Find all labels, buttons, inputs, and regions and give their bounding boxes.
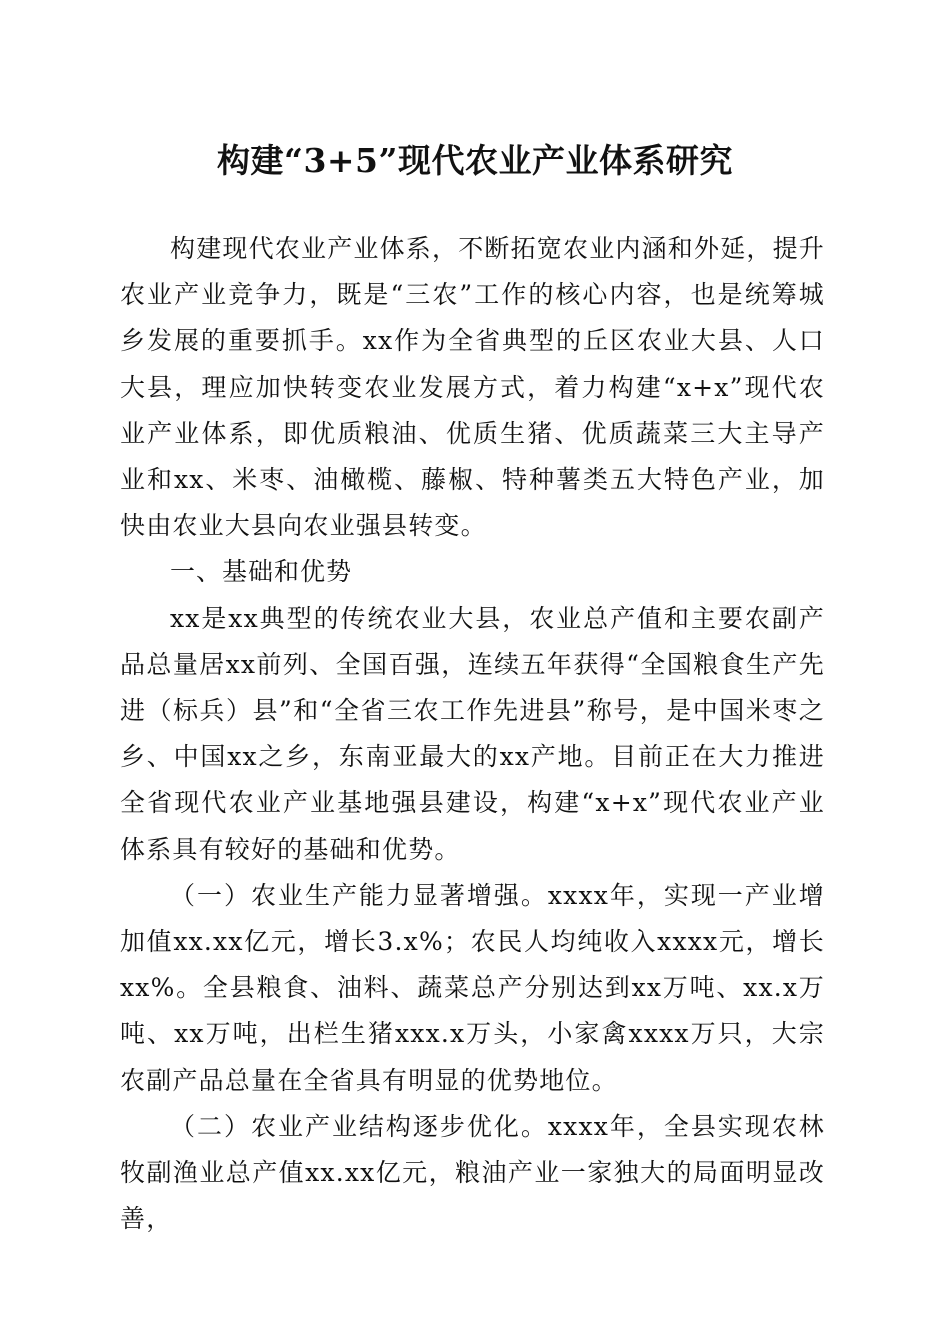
section-paragraph: xx是xx典型的传统农业大县，农业总产值和主要农副产品总量居xx前列、全国百强，连续五年获得“全国粮食生产先进（标兵）县”和“全省三农工作先进县”称号，是中国米枣之乡、中国xx之乡，东南亚最大的xx产地。目前正在大力推进全省现代农业产业基地强县建设，构建“x+x”现代农业产业体系具有较好的基础和优势。 (120, 603, 825, 864)
subsection-paragraph-2 (120, 1104, 825, 1243)
document-body (120, 226, 825, 1242)
section-heading: 一、基础和优势 (170, 557, 353, 587)
subsection-text-2: xxxx年，全县实现农林牧副渔业总产值xx.xx亿元，粮油产业一家独大的局面明显改善， (120, 1111, 825, 1234)
subsection-lead-2: （二）农业产业结构逐步优化。 (170, 1111, 548, 1141)
document-title: 构建“3+5”现代农业产业体系研究 (216, 141, 734, 180)
subsection-text-1: xxxx年，实现一产业增加值xx.xx亿元，增长3.x%；农民人均纯收入xxxx元，增长xx%。全县粮食、油料、蔬菜总产分别达到xx万吨、xx.x万吨、xx万吨，出栏生猪xxx.x万头，小家禽xxxx万只，大宗农副产品总量在全省具有明显的优势地位。 (120, 880, 825, 1095)
subsection-paragraph-1 (120, 873, 825, 1104)
subsection-lead-1: （一）农业生产能力显著增强。 (170, 880, 548, 910)
intro-paragraph: 构建现代农业产业体系，不断拓宽农业内涵和外延，提升农业产业竞争力，既是“三农”工作的核心内容，也是统筹城乡发展的重要抓手。xx作为全省典型的丘区农业大县、人口大县，理应加快转变农业发展方式，着力构建“x+x”现代农业产业体系，即优质粮油、优质生猪、优质蔬菜三大主导产业和xx、米枣、油橄榄、藤椒、特种薯类五大特色产业，加快由农业大县向农业强县转变。 (120, 234, 826, 541)
